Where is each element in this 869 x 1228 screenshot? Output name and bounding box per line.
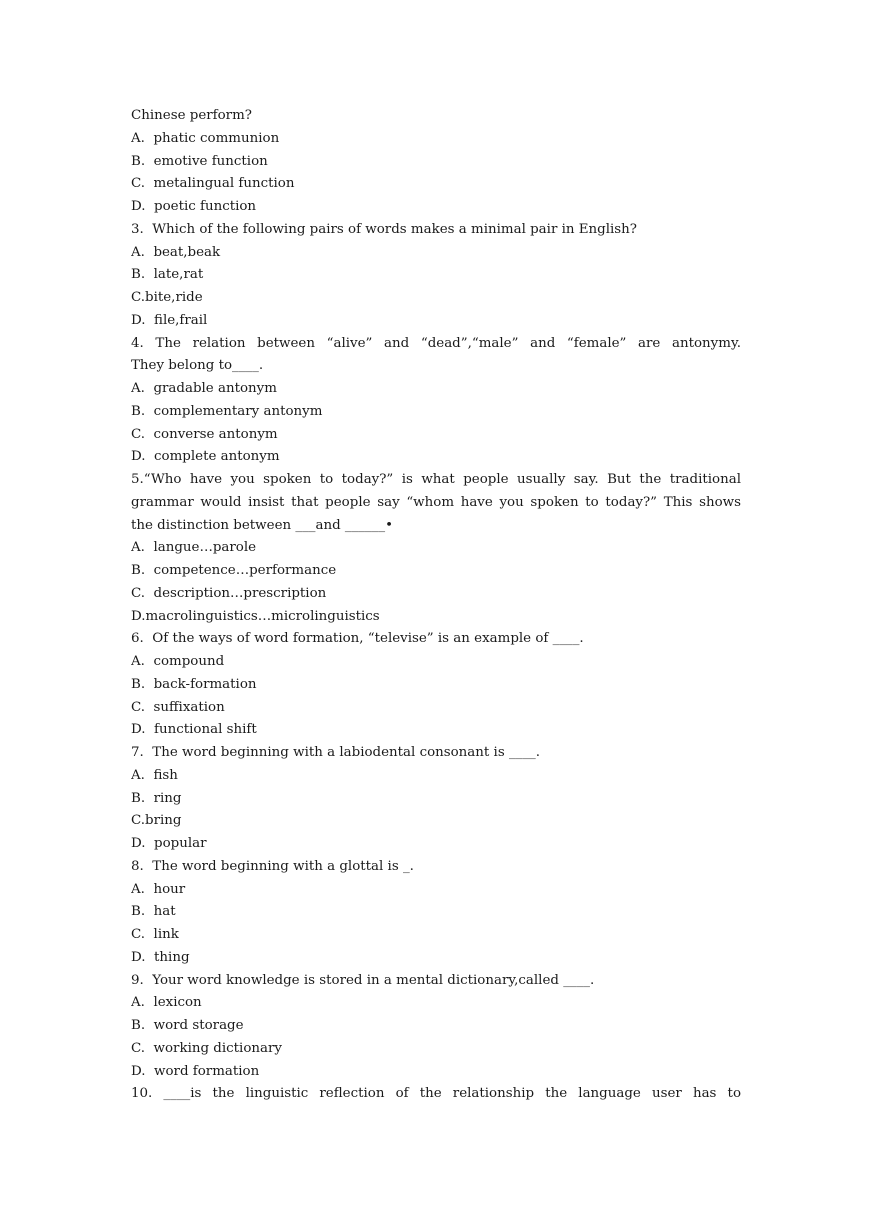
text-line: 8. The word beginning with a glottal is _.	[131, 858, 414, 874]
text-line: 6. Of the ways of word formation, “televise” is an example of ____.	[131, 631, 584, 647]
text-line: A. compound	[131, 654, 225, 669]
text-line: C.bring	[131, 813, 182, 829]
text-line: D. popular	[131, 836, 207, 851]
text-line: C.bite,ride	[131, 290, 203, 305]
text-line: C. working dictionary	[131, 1040, 282, 1056]
text-line: Chinese perform?	[131, 108, 252, 123]
text-line: 3. Which of the following pairs of words makes a minimal pair in English?	[131, 221, 637, 237]
text-line: grammar would insist that people say “whom have you spoken to today?” This shows	[131, 494, 741, 510]
text-line: A. phatic communion	[131, 130, 280, 146]
text-line: 9. Your word knowledge is stored in a mental dictionary,called ____.	[131, 972, 595, 988]
text-line: C. description…prescription	[131, 585, 327, 601]
text-line: A. lexicon	[131, 995, 202, 1011]
text-line: C. link	[131, 927, 179, 942]
text-line: B. ring	[131, 790, 182, 806]
text-line: B. hat	[131, 904, 176, 920]
text-line: B. complementary antonym	[131, 403, 323, 419]
text-line: A. fish	[131, 767, 178, 783]
text-line: D. poetic function	[131, 199, 257, 214]
text-line: D. thing	[131, 949, 190, 965]
text-line: They belong to____.	[131, 358, 264, 374]
text-line: B. emotive function	[131, 153, 268, 169]
text-line: D. word formation	[131, 1063, 260, 1079]
text-line: A. langue…parole	[131, 540, 257, 556]
text-line: C. converse antonym	[131, 426, 278, 442]
text-line: C. suffixation	[131, 699, 225, 715]
text-line: D.macrolinguistics…microlinguistics	[131, 608, 380, 624]
text-line: D. file,frail	[131, 312, 208, 328]
text-line: the distinction between ___and ______•	[131, 517, 393, 533]
text-line: B. late,rat	[131, 267, 204, 283]
text-line: A. beat,beak	[131, 244, 221, 260]
text-line: 10. ____is the linguistic reflection of the relationship the language user has to	[131, 1086, 741, 1102]
text-line: A. gradable antonym	[131, 381, 277, 396]
text-line: B. word storage	[131, 1018, 244, 1033]
text-line: B. back-formation	[131, 676, 257, 692]
text-line: 7. The word beginning with a labiodental consonant is ____.	[131, 745, 541, 760]
text-line: A. hour	[131, 881, 186, 897]
text-line: D. complete antonym	[131, 449, 280, 465]
text-line: 4. The relation between “alive” and “dead”,“male” and “female” are antonymy.	[131, 335, 741, 351]
text-line: C. metalingual function	[131, 176, 295, 192]
text-line: B. competence…performance	[131, 563, 337, 578]
text-line: D. functional shift	[131, 722, 257, 738]
text-line: 5.“Who have you spoken to today?” is what people usually say. But the traditional	[131, 472, 741, 487]
document-page	[131, 105, 741, 1106]
